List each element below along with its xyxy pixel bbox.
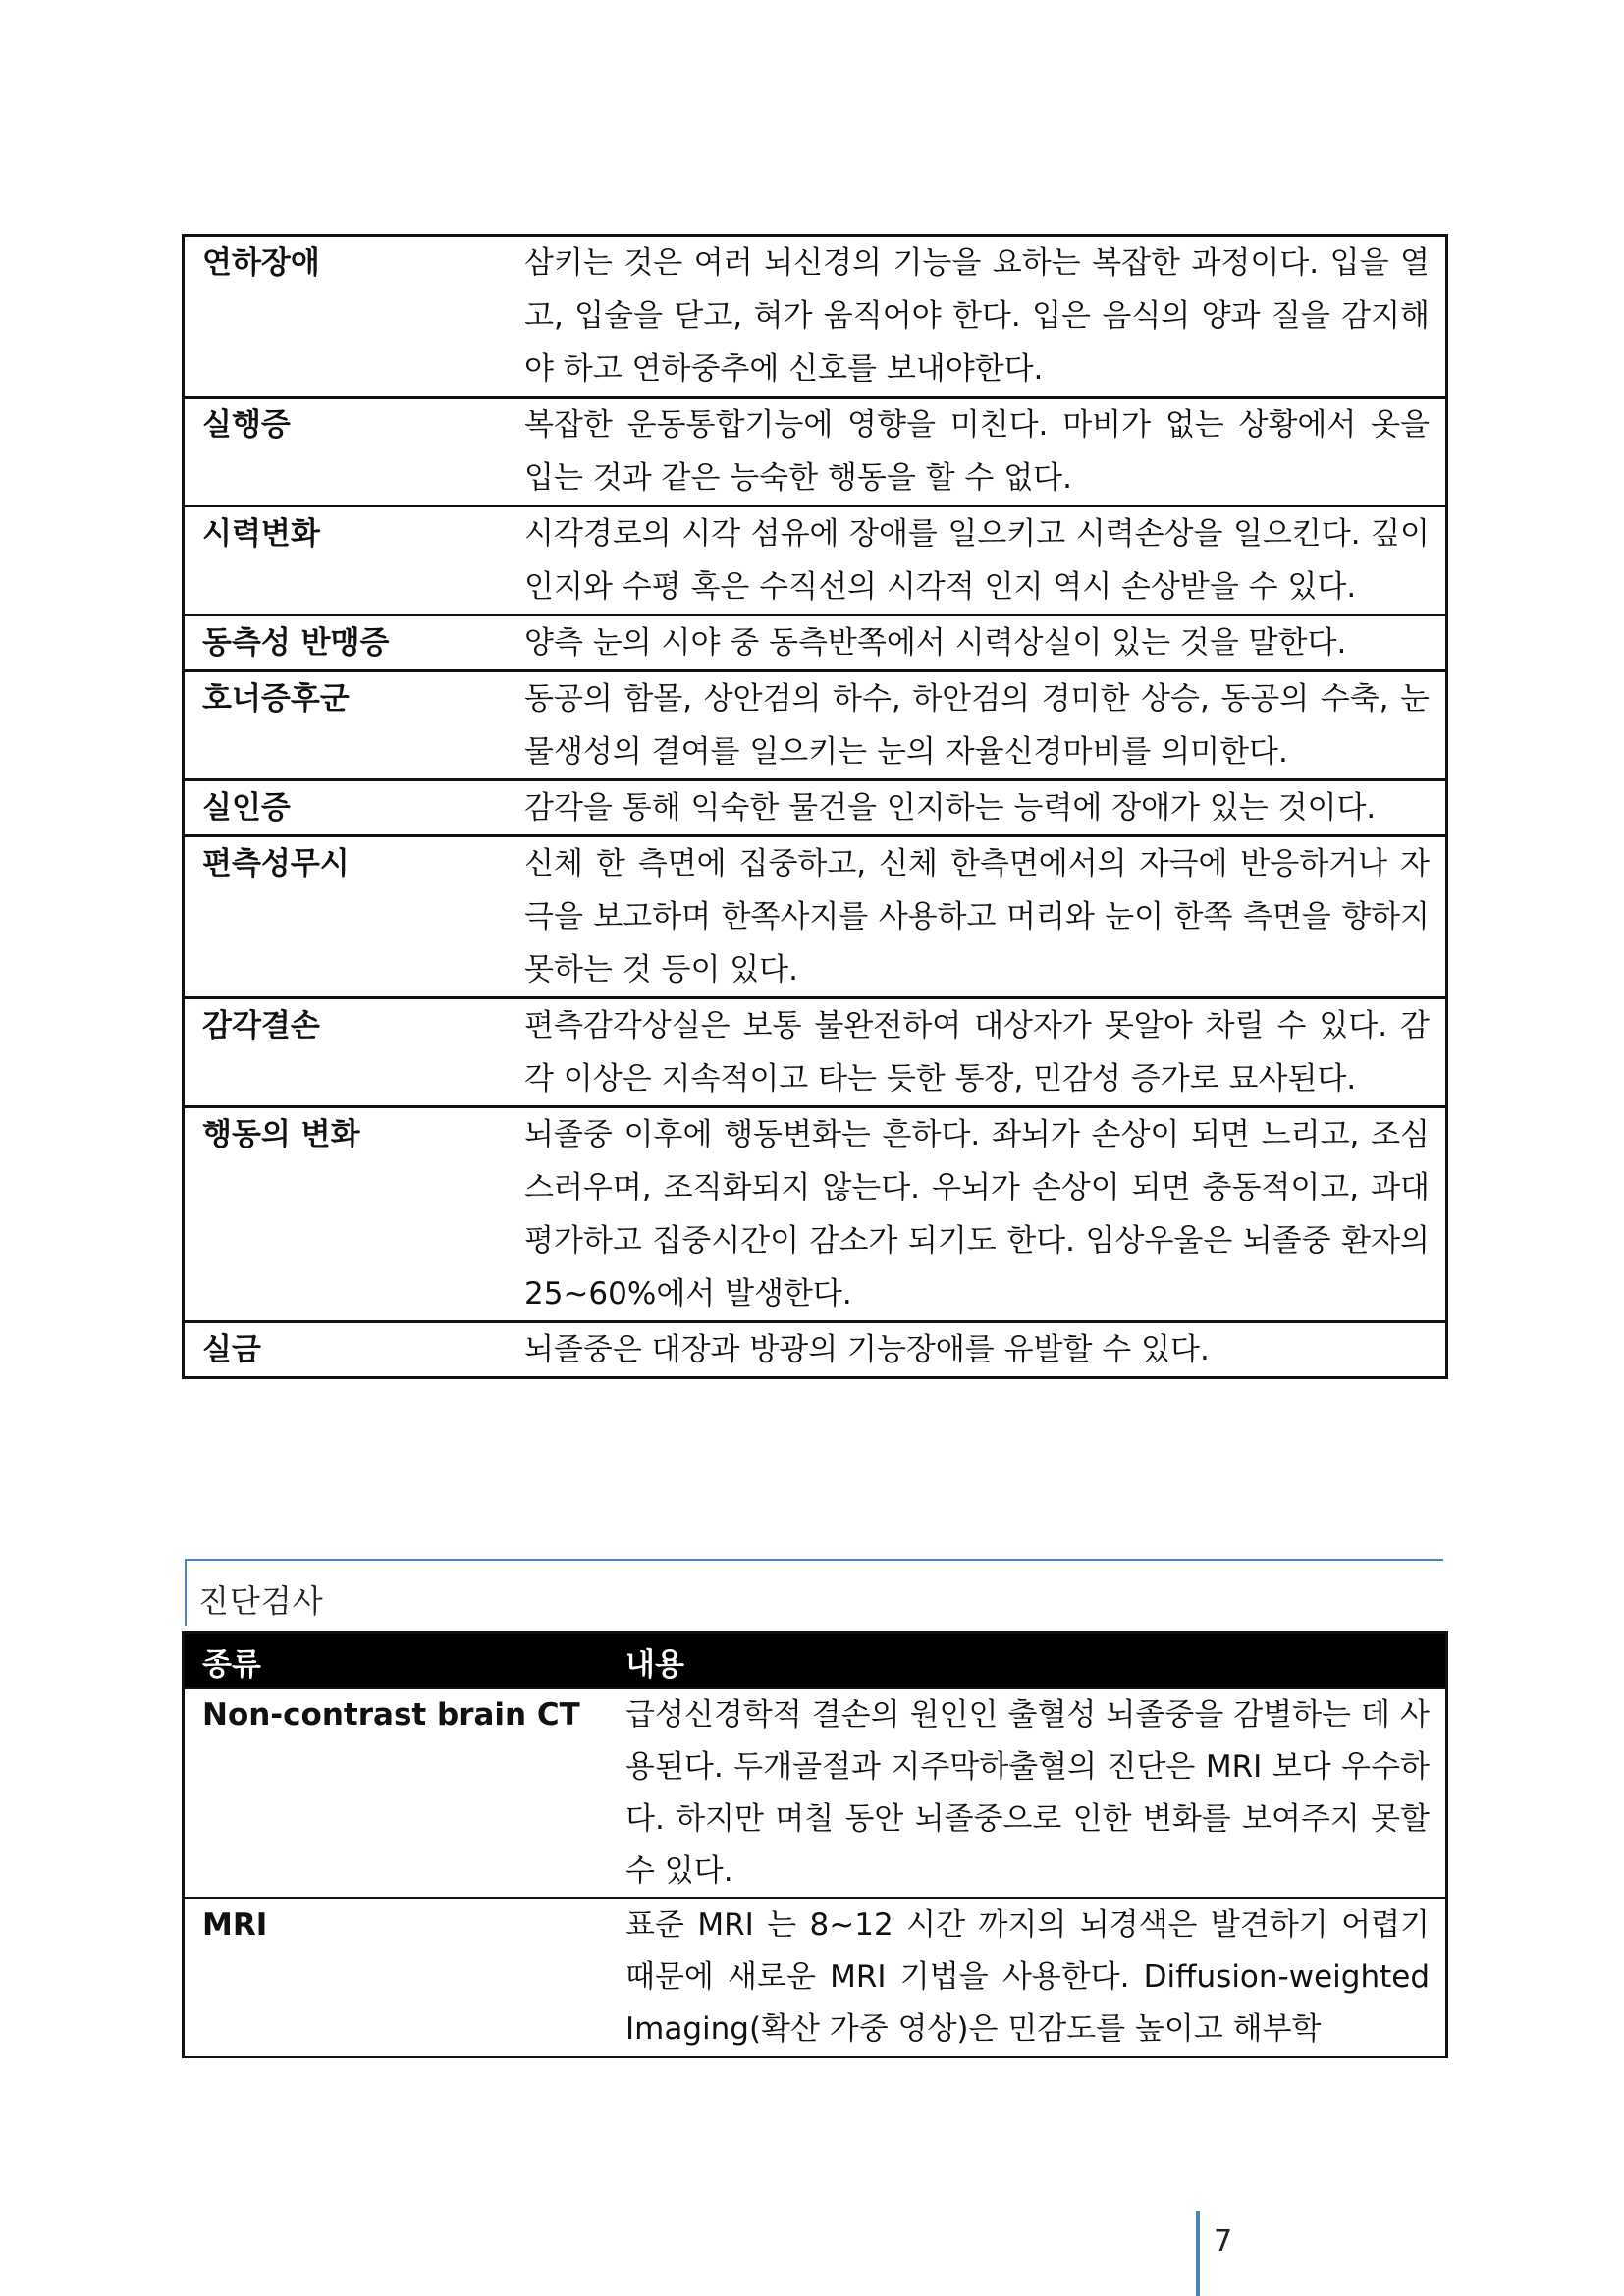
symptom-description: 뇌졸중은 대장과 방광의 기능장애를 유발할 수 있다. bbox=[511, 1322, 1447, 1378]
symptom-term: 시력변화 bbox=[184, 507, 512, 615]
symptom-term: 행동의 변화 bbox=[184, 1107, 512, 1322]
table-row bbox=[184, 836, 1447, 998]
table-row bbox=[184, 398, 1447, 507]
page-number: 7 bbox=[1214, 2224, 1233, 2259]
table-row bbox=[184, 1688, 1447, 1898]
table-row bbox=[184, 780, 1447, 836]
symptom-description: 시각경로의 시각 섬유에 장애를 일으키고 시력손상을 일으킨다. 깊이 인지와 수평 혹은 수직선의 시각적 인지 역시 손상받을 수 있다. bbox=[511, 507, 1447, 615]
symptom-term: 연하장애 bbox=[202, 245, 320, 281]
symptom-term: 실인증 bbox=[184, 780, 512, 836]
table-row bbox=[184, 671, 1447, 780]
test-name: MRI bbox=[184, 1898, 609, 2057]
symptom-term: 호너증후군 bbox=[184, 671, 512, 780]
symptom-description: 양측 눈의 시야 중 동측반쪽에서 시력상실이 있는 것을 말한다. bbox=[511, 615, 1447, 671]
table-header-row bbox=[184, 1633, 1447, 1689]
test-description: 급성신경학적 결손의 원인인 출혈성 뇌졸중을 감별하는 데 사용된다. 두개골절과 지주막하출혈의 진단은 MRI 보다 우수하다. 하지만 며칠 동안 뇌졸중으로 인한 변화를 보여주지 못할 수 있다. bbox=[608, 1688, 1447, 1898]
symptom-description: 뇌졸중 이후에 행동변화는 흔하다. 좌뇌가 손상이 되면 느리고, 조심스러우며, 조직화되지 않는다. 우뇌가 손상이 되면 충동적이고, 과대평가하고 집중시간이 감소가 되기도 한다. 임상우울은 뇌졸중 환자의 25~60%에서 발생한다. bbox=[511, 1107, 1447, 1322]
header-type: 종류 bbox=[184, 1633, 609, 1689]
table-row bbox=[184, 1322, 1447, 1378]
diagnostic-table bbox=[182, 1631, 1448, 2058]
footer-rule bbox=[1196, 2211, 1200, 2296]
table-row bbox=[184, 998, 1447, 1107]
table-row bbox=[184, 615, 1447, 671]
test-description: 표준 MRI 는 8~12 시간 까지의 뇌경색은 발견하기 어렵기 때문에 새로운 MRI 기법을 사용한다. Diffusion-weighted Imaging(확산 가중 영상)은 민감도를 높이고 해부학 bbox=[608, 1898, 1447, 2057]
test-name: Non-contrast brain CT bbox=[184, 1688, 609, 1898]
symptom-term: 실금 bbox=[184, 1322, 512, 1378]
symptom-term: 감각결손 bbox=[184, 998, 512, 1107]
header-content: 내용 bbox=[608, 1633, 1447, 1689]
table-row bbox=[184, 1107, 1447, 1322]
symptom-description: 편측감각상실은 보통 불완전하여 대상자가 못알아 차릴 수 있다. 감각 이상은 지속적이고 타는 듯한 통장, 민감성 증가로 묘사된다. bbox=[511, 998, 1447, 1107]
symptom-description: 감각을 통해 익숙한 물건을 인지하는 능력에 장애가 있는 것이다. bbox=[511, 780, 1447, 836]
symptom-term: 실행증 bbox=[184, 398, 512, 507]
section-title: 진단검사 bbox=[198, 1582, 324, 1620]
section-heading bbox=[185, 1559, 1443, 1626]
table-row bbox=[184, 507, 1447, 615]
symptom-description: 삼키는 것은 여러 뇌신경의 기능을 요하는 복잡한 과정이다. 입을 열고, 입술을 닫고, 혀가 움직어야 한다. 입은 음식의 양과 질을 감지해야 하고 연하중추에 신호를 보내야한다. bbox=[524, 245, 1430, 387]
symptom-term: 동측성 반맹증 bbox=[184, 615, 512, 671]
table-row bbox=[184, 1898, 1447, 2057]
symptom-description: 복잡한 운동통합기능에 영향을 미친다. 마비가 없는 상황에서 옷을 입는 것과 같은 능숙한 행동을 할 수 없다. bbox=[511, 398, 1447, 507]
symptom-description: 동공의 함몰, 상안검의 하수, 하안검의 경미한 상승, 동공의 수축, 눈물생성의 결여를 일으키는 눈의 자율신경마비를 의미한다. bbox=[511, 671, 1447, 780]
table-row bbox=[184, 236, 1447, 398]
symptom-table bbox=[182, 234, 1448, 1379]
symptom-term: 편측성무시 bbox=[184, 836, 512, 998]
symptom-description: 신체 한 측면에 집중하고, 신체 한측면에서의 자극에 반응하거나 자극을 보고하며 한쪽사지를 사용하고 머리와 눈이 한쪽 측면을 향하지 못하는 것 등이 있다. bbox=[511, 836, 1447, 998]
